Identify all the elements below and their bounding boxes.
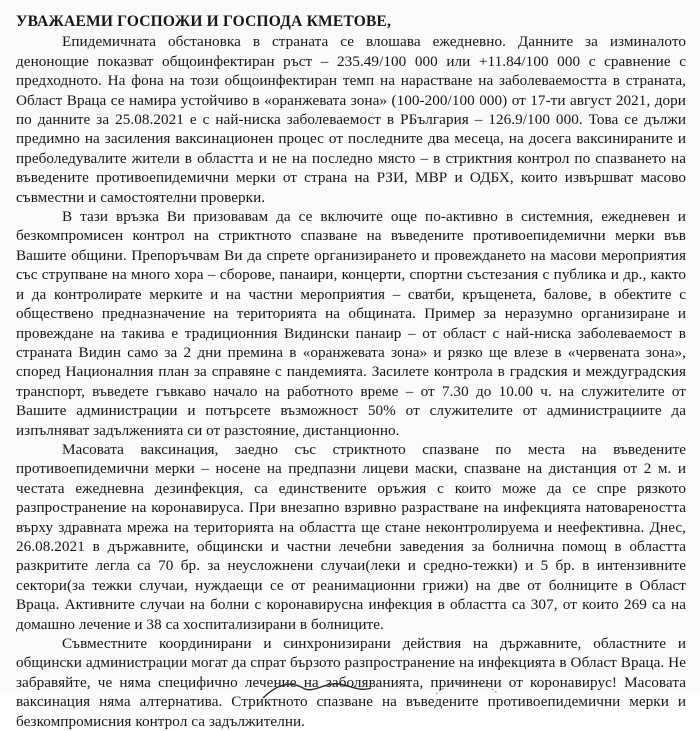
letter-body: [16, 12, 686, 731]
paragraph-call-to-action: В тази връзка Ви призовавам да се включите още по-активно в системния, ежедневен и безкомпромисен контрол на стриктното спазване на въведените противоепидемични мерки във Вашите общини. Препоръчвам Ви да спрете организирането и провеждането на масови мероприятия със струпване на много хора – сборове, панаири, концерти, спортни състезания с публика и др., както и да контролирате мерките и на частни мероприятия – сватби, кръщенета, балове, в обектите с обществено предназначение на територията на общината. Пример за неразумно организиране и провеждане на такива е традиционния Видински панаир – от област с най-ниска заболеваемост в страната Видин само за 2 дни премина в «оранжевата зона» и рязко ще влезе в «червената зона», според Националния план за справяне с пандемията. Засилете контрола в градския и междуградския транспорт, въведете гъвкаво начало на работното време – от 7.30 до 10.00 ч. на служителите от Вашите администрации и потърсете възможност 50% от служителите от администрациите да изпълняват задълженията си от разстояние, дистанционно.: [16, 208, 686, 439]
paragraph-epidemic-situation: Епидемичната обстановка в страната се влошава ежедневно. Данните за изминалото денонощие показват общоинфектиран ръст – 235.49/100 000 или +11.84/100 000 с сравнение с предходното. На фона на този общоинфектиран темп на нарастване на заболеваемостта в страната, Област Враца се намира устойчиво в «оранжевата зона» (100-200/100 000) от 17-ти август 2021, дори по данните за 25.08.2021 е с най-ниска заболеваемост в РБългария – 126.9/100 000. Това се дължи предимно на засиления ваксинационен процес от последните два месеца, на досега ваксинираните и преболедувалите жители в областта и не на последно място – в стриктния контрол по спазването на въведените противоепидемични мерки от страна на РЗИ, МВР и ОДБХ, които извършват масово съвместни и самостоятелни проверки.: [16, 33, 686, 206]
salutation-heading: УВАЖАЕМИ ГОСПОЖИ И ГОСПОДА КМЕТОВЕ,: [16, 13, 392, 30]
paragraph-coordinated-actions: Съвместните координирани и синхронизирани действия на държавните, областните и общински администрации могат да спрат бързото разпространение на инфекцията в Област Враца. Не забравяйте, че няма специфично лечение на заболяванията, причинени от коронавирус! Масовата ваксинация няма алтернатива. Стриктното спазване на въведените противоепидемични мерки и безкомпромисния контрол са задължителни.: [16, 635, 686, 730]
paragraph-vaccination-measures: Масовата ваксинация, заедно със стриктното спазване по места на въведените противоепидемични мерки – носене на предпазни лицеви маски, спазване на дистанция от 2 м. и честата ежедневна дезинфекция, са единствените оръжия с които може да се спре рязкото разпространение на коронавируса. При внезапно взривно разрастване на инфекцията натовареността върху здравната мрежа на територията на областта ще стане неконтролируема и неефективна. Днес, 26.08.2021 в държавните, общински и частни лечебни заведения за болнична помощ в областта разкритите легла са 70 бр. за неусложнени случаи(леки и средно-тежки) и 5 бр. в интензивните сектори(за тежки случаи, нуждаещи се от реанимационни грижи) на две от болниците в Област Враца. Активните случаи на болни с коронавирусна инфекция в областта са 307, от които 269 са на домашно лечение и 38 са хоспитализирани в болниците.: [16, 440, 686, 633]
signature-mark: [255, 672, 375, 702]
stamp-mark: [430, 676, 500, 696]
